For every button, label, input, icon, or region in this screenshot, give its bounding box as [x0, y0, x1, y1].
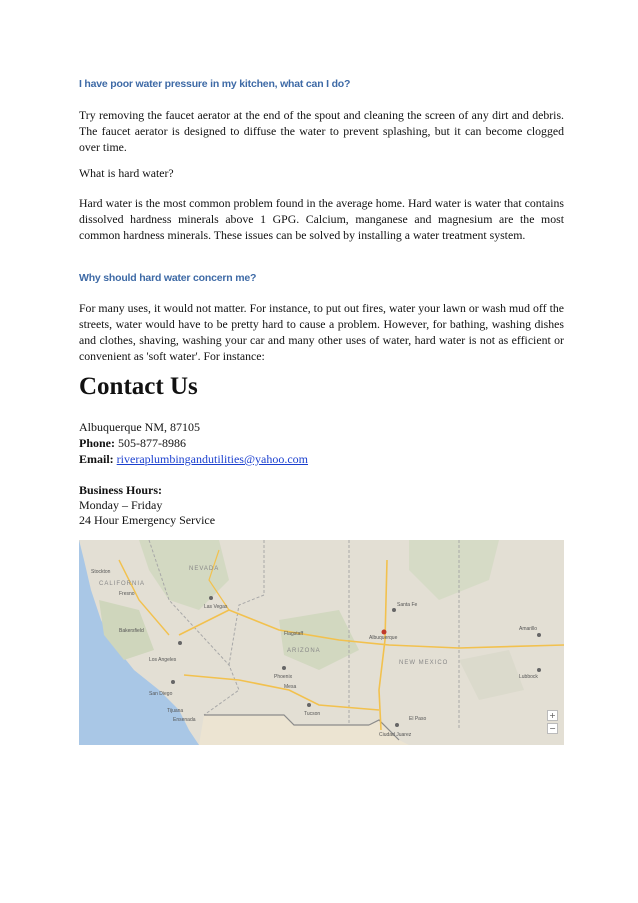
map-zoom-in-button[interactable]: +	[547, 710, 558, 721]
faq-answer-hard-water-concern: For many uses, it would not matter. For instance, to put out fires, water your lawn or wash mud off the streets, water would have to be pretty hard to cause a problem. However, for bathing, washing dishes and clothes, shaving, washing your car and many other uses of water, hard water is not as efficient or convenient as 'soft water'. For instance:	[79, 301, 564, 363]
map-label-tucson: Tucson	[304, 711, 321, 717]
faq-question-hard-water-concern: Why should hard water concern me?	[79, 272, 257, 284]
faq-answer-water-pressure: Try removing the faucet aerator at the end of the spout and cleaning the screen of any dirt and debris. The faucet aerator is designed to diffuse the water to prevent splashing, but it can become clogged over time.	[79, 108, 564, 154]
map-label-stockton: Stockton	[91, 569, 111, 575]
business-hours-label: Business Hours:	[79, 483, 163, 497]
phone-number: 505-877-8986	[118, 436, 186, 450]
map-label-albuquerque: Albuquerque	[369, 635, 398, 641]
map-label-santa-fe: Santa Fe	[397, 602, 418, 608]
map-label-ensenada: Ensenada	[173, 717, 196, 723]
email-link[interactable]: riveraplumbingandutilities@yahoo.com	[116, 452, 309, 466]
map-label-new-mexico: NEW MEXICO	[399, 660, 449, 666]
map-label-ciudad-juarez: Ciudad Juarez	[379, 732, 412, 738]
location-map[interactable]	[79, 540, 564, 745]
faq-question-hard-water: What is hard water?	[79, 166, 174, 180]
map-label-el-paso: El Paso	[409, 716, 427, 722]
map-label-mesa: Mesa	[284, 684, 297, 690]
business-hours-days: Monday – Friday	[79, 498, 163, 512]
contact-address: Albuquerque NM, 87105	[79, 420, 200, 434]
map-label-nevada: NEVADA	[189, 566, 220, 572]
map-label-tijuana: Tijuana	[167, 708, 184, 714]
map-zoom-out-button[interactable]: −	[547, 723, 558, 734]
contact-phone-line	[79, 435, 186, 451]
map-label-fresno: Fresno	[119, 591, 135, 597]
faq-answer-hard-water: Hard water is the most common problem found in the average home. Hard water is water that contains dissolved hardness minerals above 1 GPG. Calcium, manganese and magnesium are the most common hardness minerals. These issues can be solved by installing a water treatment system.	[79, 196, 564, 242]
map-label-las-vegas: Las Vegas	[204, 604, 228, 610]
phone-label: Phone:	[79, 436, 115, 450]
contact-title: Contact Us	[79, 373, 198, 400]
map-label-los-angeles: Los Angeles	[149, 657, 177, 663]
map-label-arizona: ARIZONA	[287, 648, 321, 654]
contact-email-line	[79, 451, 308, 467]
business-hours-emergency: 24 Hour Emergency Service	[79, 513, 216, 527]
map-label-bakersfield: Bakersfield	[119, 628, 144, 634]
map-label-flagstaff: Flagstaff	[284, 631, 304, 637]
faq-question-water-pressure: I have poor water pressure in my kitchen, what can I do?	[79, 78, 351, 90]
map-label-california: CALIFORNIA	[99, 581, 146, 587]
map-label-phoenix: Phoenix	[274, 674, 293, 680]
map-label-lubbock: Lubbock	[519, 674, 538, 680]
map-label-amarillo: Amarillo	[519, 626, 538, 632]
map-graphic	[79, 540, 564, 745]
email-label: Email:	[79, 452, 114, 466]
map-label-san-diego: San Diego	[149, 691, 173, 697]
